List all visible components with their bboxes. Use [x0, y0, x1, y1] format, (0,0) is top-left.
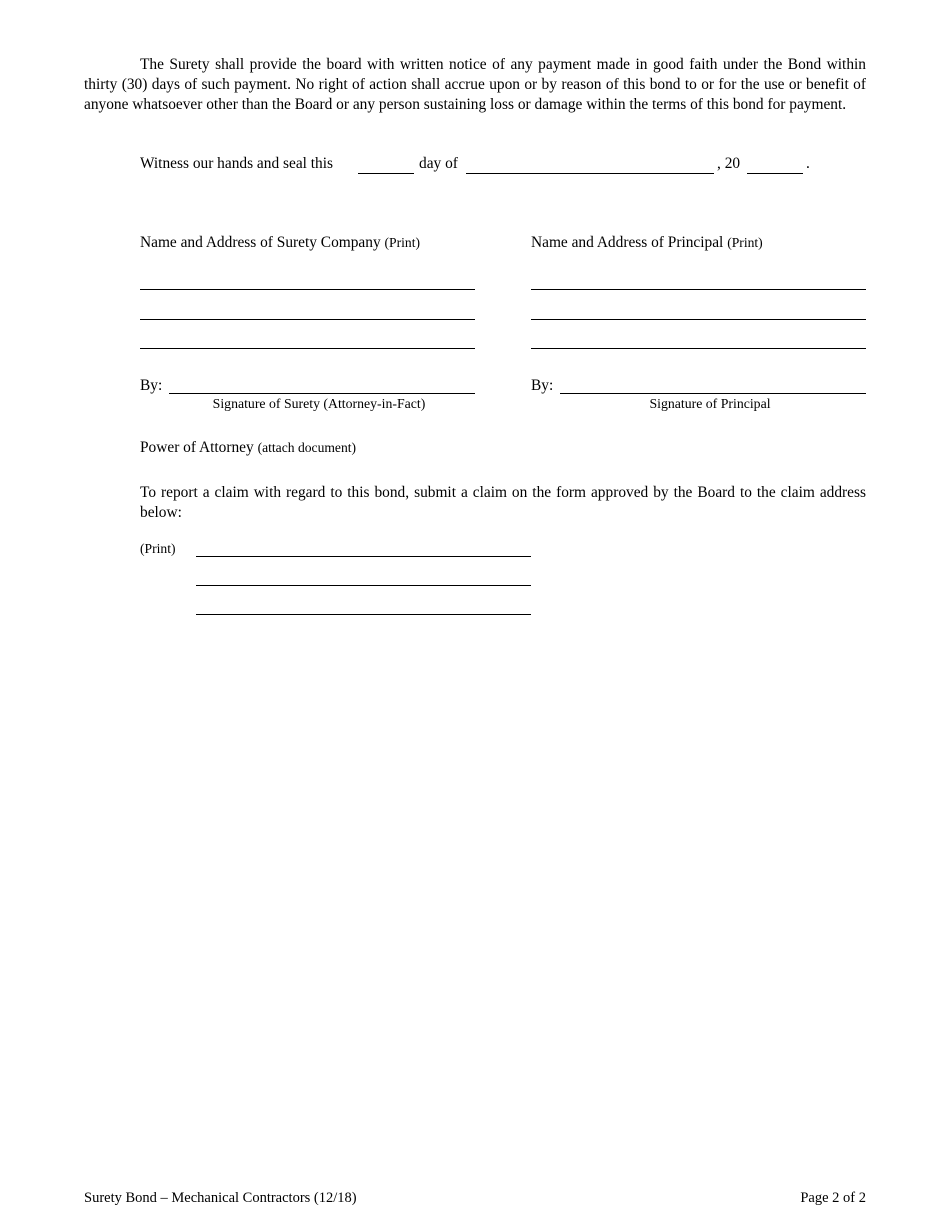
claim-paragraph: To report a claim with regard to this bond, submit a claim on the form approved by the Board to the claim address below: — [140, 484, 866, 521]
surety-heading-row — [140, 233, 420, 253]
principal-print-note: (Print) — [727, 235, 763, 250]
principal-address-line-2[interactable] — [531, 319, 866, 320]
principal-address-line-1[interactable] — [531, 289, 866, 290]
surety-address-line-3[interactable] — [140, 348, 475, 349]
principal-heading: Name and Address of Principal — [531, 234, 724, 251]
surety-signature-caption: Signature of Surety (Attorney-in-Fact) — [212, 396, 426, 411]
surety-print-note: (Print) — [384, 235, 421, 250]
surety-address-line-1[interactable] — [140, 289, 475, 290]
principal-signature-caption: Signature of Principal — [649, 396, 771, 411]
principal-by-label: By: — [531, 377, 554, 394]
principal-address-line-3[interactable] — [531, 348, 866, 349]
principal-signature-line[interactable] — [560, 393, 866, 394]
surety-heading: Name and Address of Surety Company — [140, 234, 381, 251]
claim-address-line-3[interactable] — [196, 614, 531, 615]
power-of-attorney-label: Power of Attorney — [140, 439, 254, 456]
body-paragraph: The Surety shall provide the board with written notice of any payment made in good faith under the Bond within thirty (30) days of such payment. No right of action shall accrue upon or by reason of this bond to or for the use or benefit of anyone whatsoever other than the Board or any person sustaining loss or damage within the terms of this bond for payment. — [84, 56, 866, 113]
witness-end: . — [806, 155, 810, 172]
claim-address-line-2[interactable] — [196, 585, 531, 586]
footer-page-number: Page 2 of 2 — [800, 1190, 866, 1206]
power-of-attorney — [140, 438, 356, 458]
surety-signature-line[interactable] — [169, 393, 475, 394]
witness-day-of: day of — [419, 155, 458, 172]
power-of-attorney-note: (attach document) — [257, 440, 357, 455]
footer-form-title: Surety Bond – Mechanical Contractors (12/18) — [84, 1190, 357, 1206]
witness-year-blank[interactable] — [747, 173, 803, 174]
surety-address-line-2[interactable] — [140, 319, 475, 320]
witness-year-prefix: , 20 — [717, 155, 741, 172]
surety-by-label: By: — [140, 377, 163, 394]
witness-prefix: Witness our hands and seal this — [140, 155, 334, 172]
witness-month-blank[interactable] — [466, 173, 714, 174]
witness-day-blank[interactable] — [358, 173, 414, 174]
claim-print-label: (Print) — [140, 541, 176, 556]
claim-address-line-1[interactable] — [196, 556, 531, 557]
principal-heading-row — [531, 233, 763, 253]
